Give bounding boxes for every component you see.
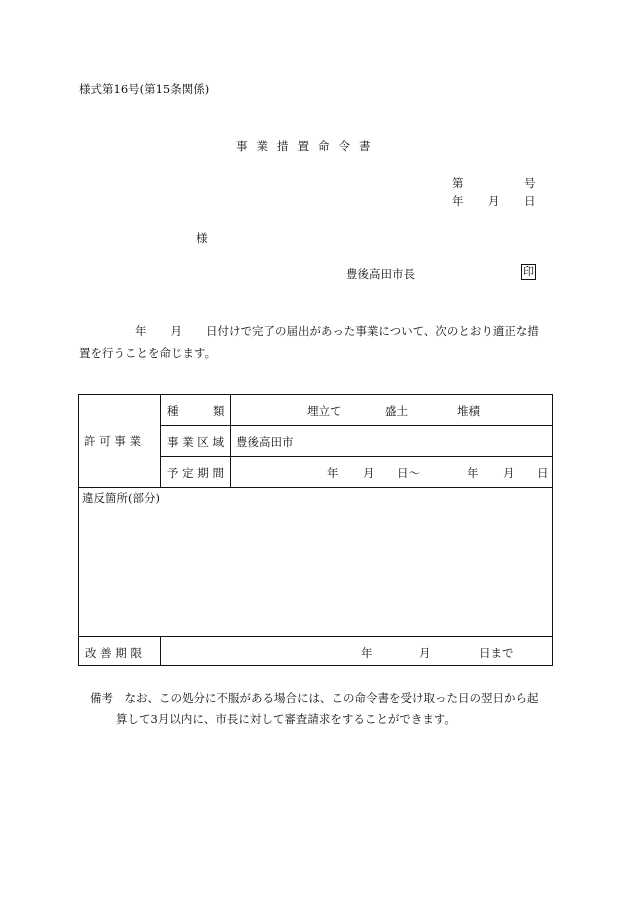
- period-end-month: 月: [503, 466, 515, 480]
- addressee-honorific: 様: [196, 231, 208, 245]
- violation-label: 違反箇所(部分): [82, 491, 160, 505]
- remarks-line1: 備考 なお、この処分に不服がある場合には、この命令書を受け取った日の翌日から起: [90, 691, 539, 705]
- row-divider: [160, 425, 553, 426]
- deadline-label: 改 善 期 限: [85, 646, 142, 660]
- period-start-year: 年: [327, 466, 339, 480]
- order-body-text: [79, 320, 559, 364]
- deadline-month: 月: [419, 646, 431, 660]
- row-divider: [79, 636, 552, 637]
- column-divider: [160, 395, 161, 487]
- period-end-year: 年: [467, 466, 479, 480]
- remarks-line2: 算して3月以内に、市長に対して審査請求をすることができます。: [116, 712, 456, 726]
- document-title: 事業措置命令書: [236, 139, 380, 153]
- type-option-landfill: 埋立て: [307, 404, 342, 418]
- area-value: 豊後高田市: [236, 435, 294, 449]
- row-divider: [160, 456, 553, 457]
- deadline-day: 日まで: [479, 646, 514, 660]
- remarks-note: [90, 688, 560, 730]
- permit-business-header: 許 可 事 業: [84, 434, 141, 448]
- type-label: 種 類: [167, 404, 225, 418]
- issue-date-month: 月: [488, 194, 500, 208]
- issue-date-year: 年: [452, 194, 464, 208]
- period-start-day: 日〜: [397, 466, 420, 480]
- doc-number-prefix: 第: [452, 176, 464, 190]
- area-label: 事 業 区 域: [167, 435, 224, 449]
- row-divider: [79, 487, 552, 488]
- column-divider: [160, 636, 161, 666]
- period-label: 予 定 期 間: [167, 466, 224, 480]
- type-option-embankment: 盛土: [385, 404, 408, 418]
- deadline-year: 年: [361, 646, 373, 660]
- form-number-label: 様式第16号(第15条関係): [79, 82, 210, 96]
- seal-stamp: 印: [523, 265, 534, 278]
- body-line1: 日付けで完了の届出があった事業について、次のとおり適正な措: [206, 324, 539, 338]
- issuer-name: 豊後高田市長: [346, 267, 415, 281]
- body-year: 年: [135, 324, 147, 338]
- body-month: 月: [170, 324, 182, 338]
- body-line2: 置を行うことを命じます。: [79, 346, 217, 360]
- type-option-stockpile: 堆積: [457, 404, 480, 418]
- period-start-month: 月: [363, 466, 375, 480]
- issue-date-day: 日: [524, 194, 536, 208]
- period-end-day: 日: [537, 466, 549, 480]
- order-table: [78, 394, 553, 666]
- column-divider: [230, 395, 231, 487]
- doc-number-suffix: 号: [524, 176, 536, 190]
